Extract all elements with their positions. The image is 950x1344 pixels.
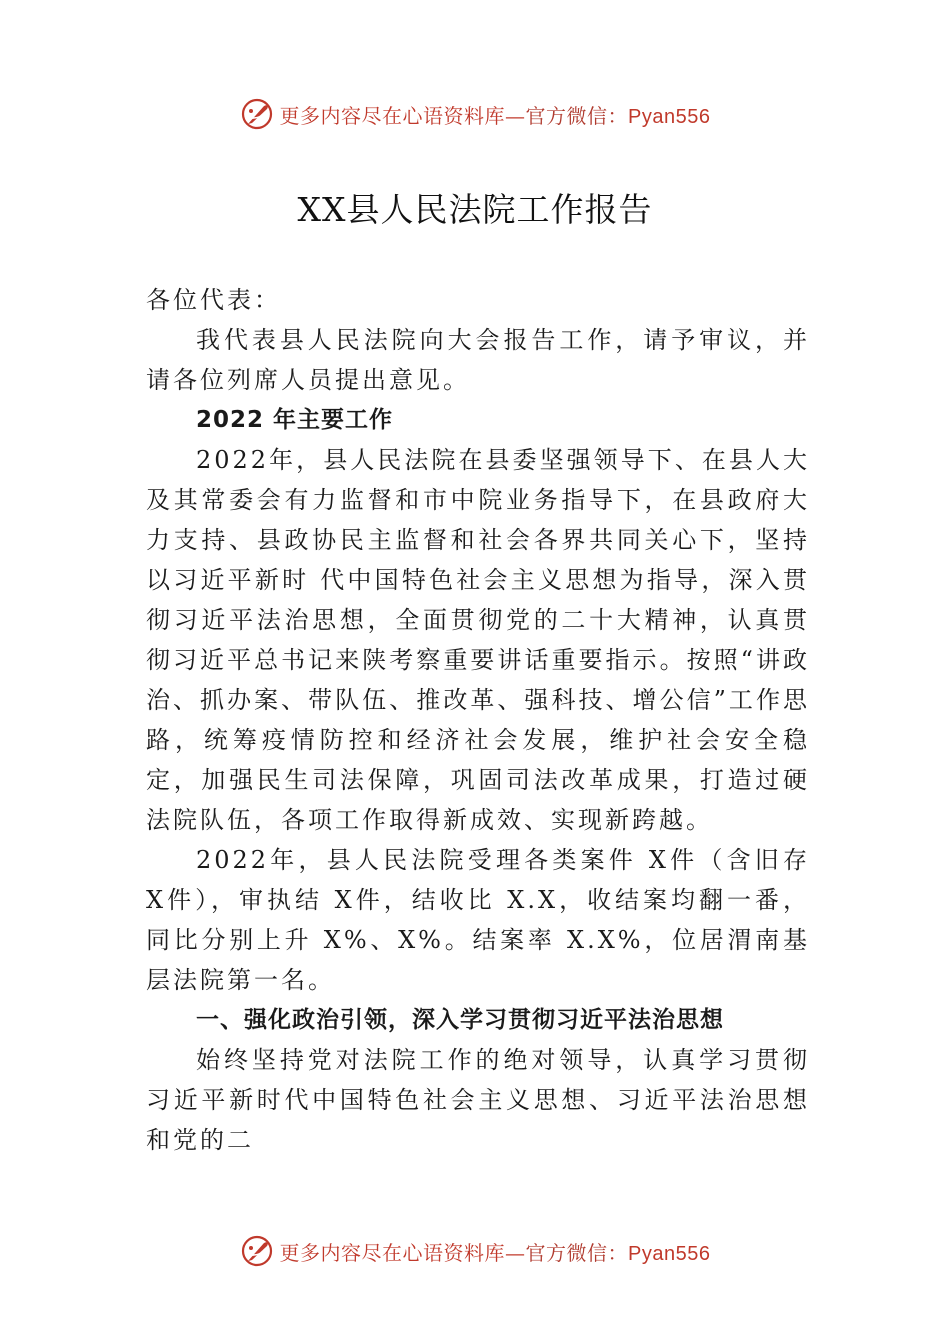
watermark-wechat-label: 官方微信： bbox=[525, 1240, 629, 1265]
watermark-banner-top bbox=[0, 94, 950, 134]
watermark-separator: — bbox=[505, 103, 526, 128]
watermark-banner-bottom bbox=[0, 1231, 950, 1271]
watermark-text bbox=[280, 1237, 711, 1266]
quill-logo-icon bbox=[240, 1234, 274, 1268]
watermark-main: 更多内容尽在心语资料库 bbox=[279, 1240, 506, 1265]
section-heading-main-work: 2022 年主要工作 bbox=[196, 407, 394, 433]
watermark-text bbox=[280, 100, 711, 129]
section-heading-political-leadership: 一、强化政治引领，深入学习贯彻习近平法治思想 bbox=[196, 1007, 724, 1033]
paragraph-intro: 我代表县人民法院向大会报告工作，请予审议，并请各位列席人员提出意见。 bbox=[146, 326, 810, 394]
document-body bbox=[146, 280, 810, 1160]
paragraph-section-one: 始终坚持党对法院工作的绝对领导，认真学习贯彻习近平新时代中国特色社会主义思想、习近平法治思想和党的二 bbox=[146, 1046, 810, 1154]
watermark-wechat-label: 官方微信： bbox=[525, 103, 629, 128]
paragraph-statistics: 2022年，县人民法院受理各类案件 X件（含旧存 X件），审执结 X件，结收比 X.X，收结案均翻一番，同比分别上升 X%、X%。结案率 X.X%，位居渭南基层法院第一名。 bbox=[146, 846, 810, 994]
watermark-main: 更多内容尽在心语资料库 bbox=[279, 103, 506, 128]
watermark-wechat-id: Pyan556 bbox=[628, 105, 711, 128]
quill-logo-icon bbox=[240, 97, 274, 131]
document-title: XX县人民法院工作报告 bbox=[297, 190, 653, 229]
watermark-separator: — bbox=[505, 1240, 526, 1265]
paragraph-overview: 2022年，县人民法院在县委坚强领导下、在县人大及其常委会有力监督和市中院业务指导下，在县政府大力支持、县政协民主监督和社会各界共同关心下，坚持以习近平新时 代中国特色社会主义思想为指导，深入贯彻习近平法治思想，全面贯彻党的二十大精神，认真贯彻习近平总书记来陕考察重要讲话重要指示。按照“讲政治、抓办案、带队伍、推改革、强科技、增公信”工作思路，统筹疫情防控和经济社会发展，维护社会安全稳定，加强民生司法保障，巩固司法改革成果，打造过硬法院队伍，各项工作取得新成效、实现新跨越。 bbox=[146, 446, 810, 834]
salutation: 各位代表： bbox=[146, 286, 281, 314]
watermark-wechat-id: Pyan556 bbox=[628, 1242, 711, 1265]
